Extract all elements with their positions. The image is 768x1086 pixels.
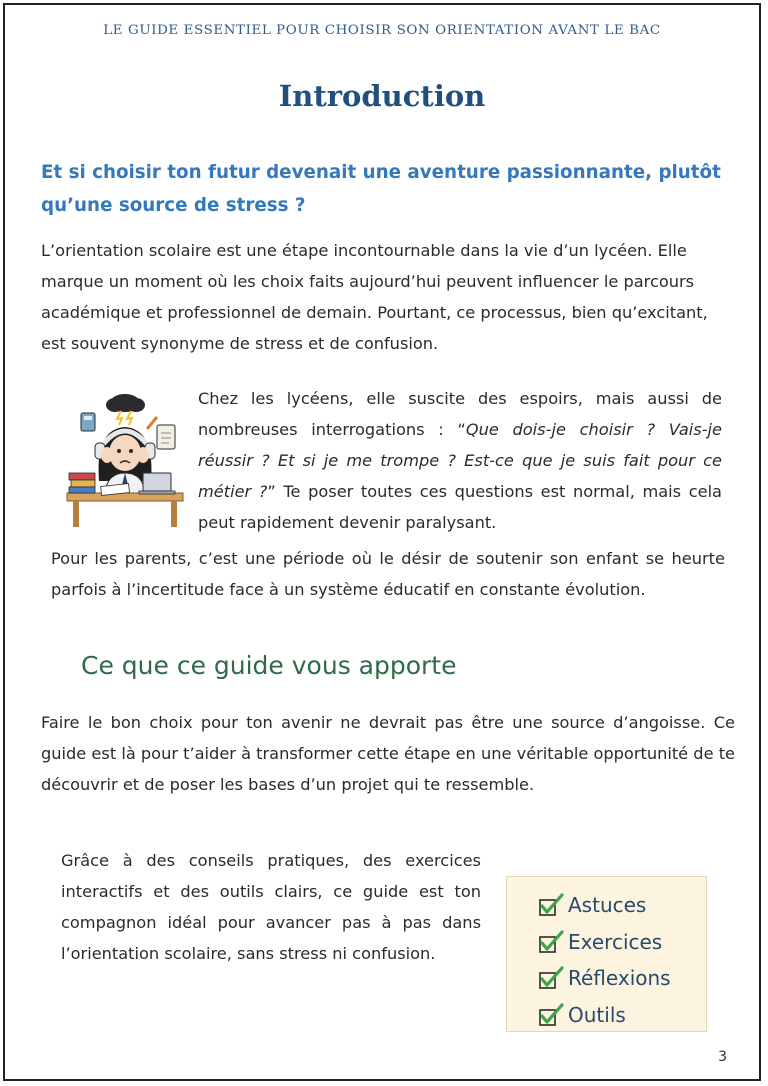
section-title: Ce que ce guide vous apporte [81, 651, 457, 680]
guide-paragraph-2: Grâce à des conseils pratiques, des exercices interactifs et des outils clairs, ce guide est ton compagnon idéal pour avancer pas à pas dans l’orientation scolaire, sans stress ni confusion. [61, 851, 481, 963]
check-icon [539, 930, 565, 954]
page-number: 3 [718, 1049, 727, 1065]
running-header: LE GUIDE ESSENTIEL POUR CHOISIR SON ORIENTATION AVANT LE BAC [103, 23, 661, 38]
checklist-label: Exercices [568, 929, 663, 954]
checklist-item [507, 960, 706, 997]
intro-paragraph-2-start: Chez les lycéens, elle suscite des espoirs, mais aussi de nombreuses interrogations : “ [198, 389, 722, 439]
page-title: Introduction [278, 79, 486, 113]
check-icon [539, 893, 565, 917]
checklist-item [507, 997, 706, 1034]
checklist-item [507, 924, 706, 961]
check-icon [539, 966, 565, 990]
stressed-student-icon [61, 389, 189, 529]
checklist-panel [506, 876, 707, 1032]
check-icon [539, 1003, 565, 1027]
intro-paragraph-3: Pour les parents, c’est une période où le désir de soutenir son enfant se heurte parfois à l’incertitude face à un système éducatif en constante évolution. [51, 549, 725, 599]
document-page [3, 3, 761, 1081]
intro-subtitle: Et si choisir ton futur devenait une aventure passionnante, plutôt qu’une source de stress ? [41, 162, 721, 216]
intro-paragraph-2 [198, 383, 722, 538]
checklist-item [507, 887, 706, 924]
checklist-label: Réflexions [568, 966, 671, 991]
checklist-label: Outils [568, 1002, 626, 1027]
storm-cloud-icon [106, 394, 145, 425]
intro-quote: Que dois-je choisir ? Vais-je réussir ? Et si je me trompe ? Est-ce que je suis fait pour ce métier ? [198, 420, 722, 501]
checklist-label: Astuces [568, 893, 647, 918]
guide-paragraph-1: Faire le bon choix pour ton avenir ne devrait pas être une source d’angoisse. Ce guide est là pour t’aider à transformer cette étape en une véritable opportunité de te découvrir et de poser les bases d’un projet qui te ressemble. [41, 713, 735, 794]
intro-paragraph-1: L’orientation scolaire est une étape incontournable dans la vie d’un lycéen. Elle marque un moment où les choix faits aujourd’hui peuvent influencer le parcours académique et professionnel de demain. Pourtant, ce processus, bien qu’excitant, est souvent synonyme de stress et de confusion. [41, 241, 708, 353]
intro-paragraph-2-end: ” Te poser toutes ces questions est normal, mais cela peut rapidement devenir paralysant. [198, 482, 722, 532]
